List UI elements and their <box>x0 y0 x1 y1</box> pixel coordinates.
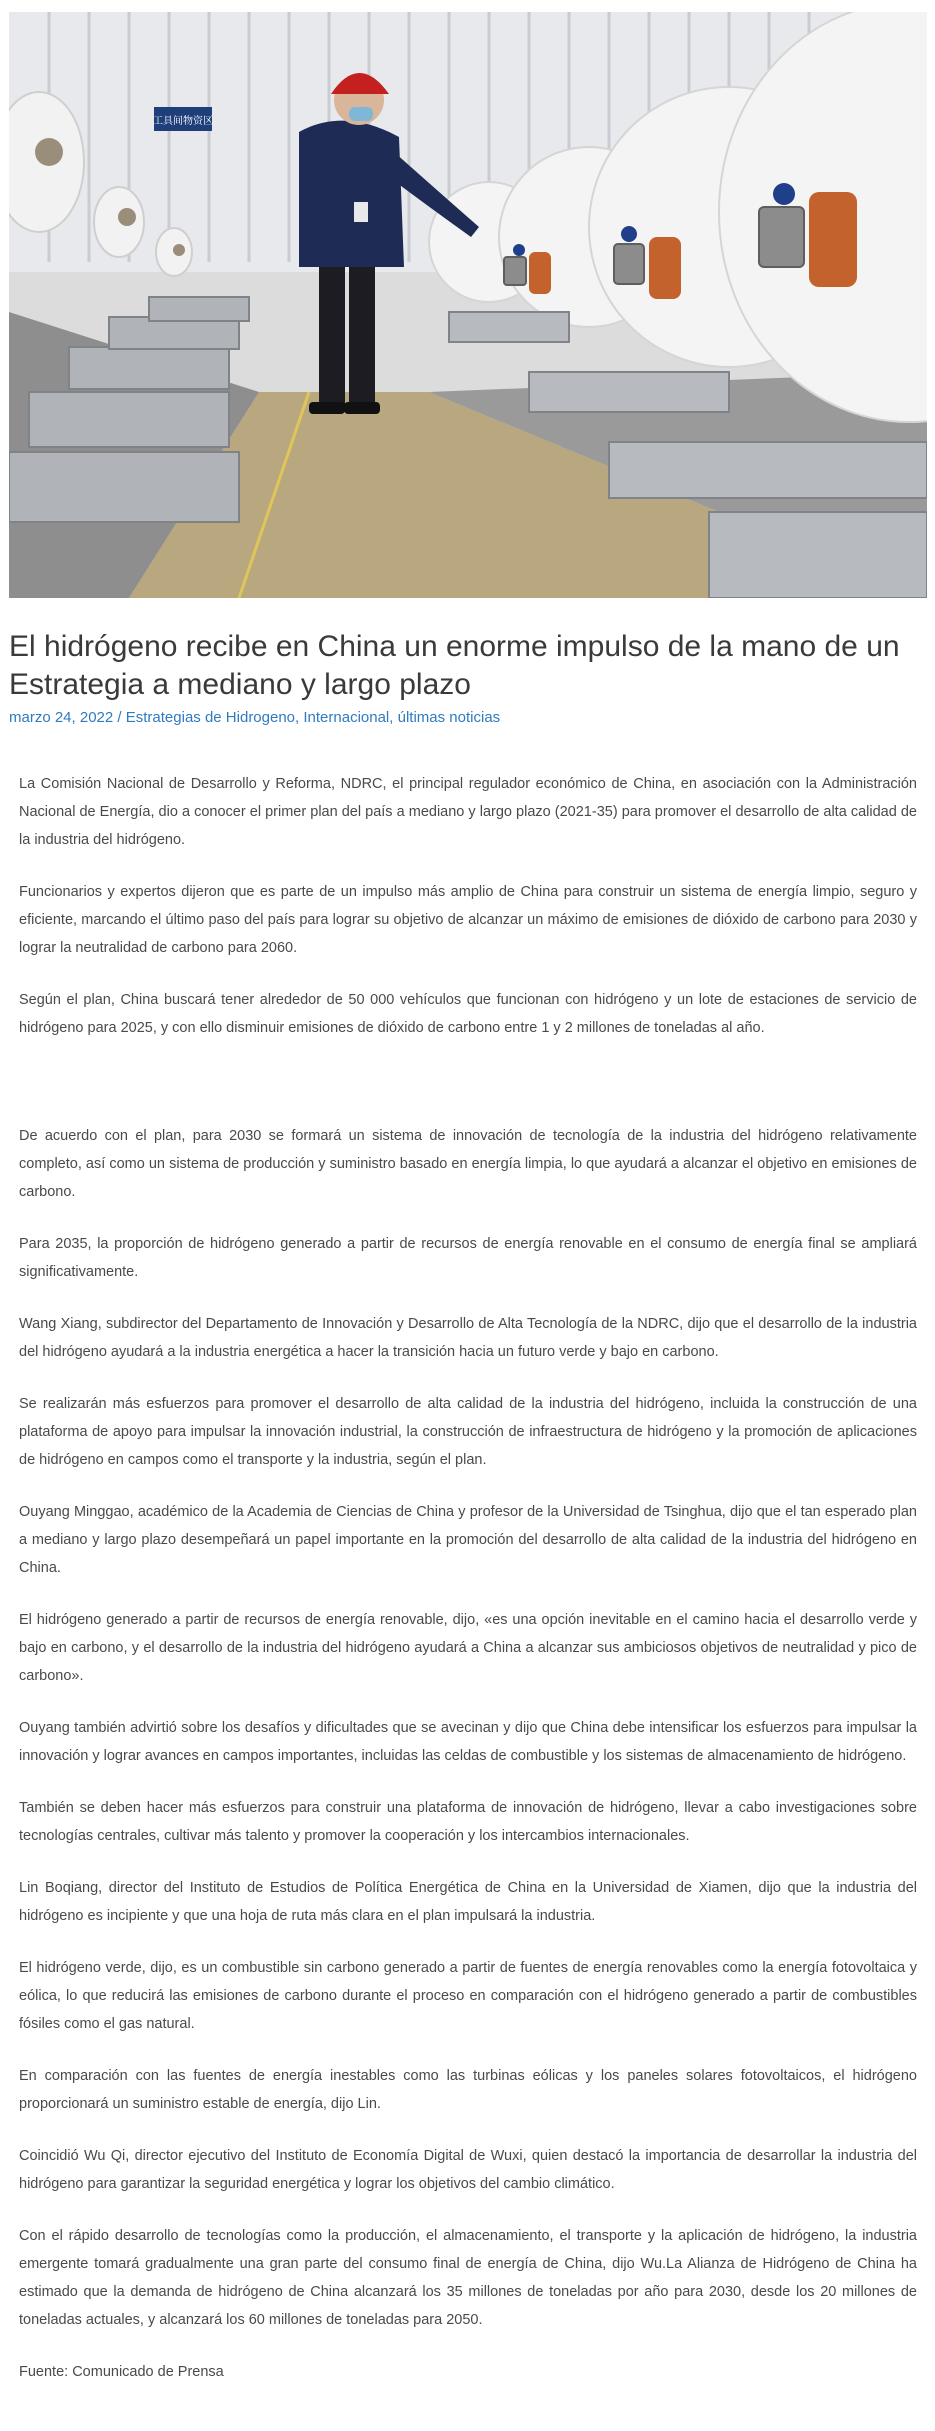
article-paragraph: Ouyang Minggao, académico de la Academia de Ciencias de China y profesor de la Universidad de Tsinghua, dijo que el tan esperado plan a mediano y largo plazo desempeñará un papel importante en la promoción del desarrollo de alta calidad de la industria del hidrógeno en China. <box>19 1504 917 1576</box>
article-paragraph: El hidrógeno generado a partir de recursos de energía renovable, dijo, «es una opción inevitable en el camino hacia el desarrollo verde y bajo en carbono, y el desarrollo de la industria del hidrógeno ayudará a China a alcanzar sus ambiciosos objetivos de neutralidad y pico de carbono». <box>19 1612 917 1684</box>
article-date-link[interactable]: marzo 24, 2022 <box>9 709 114 726</box>
article-paragraph: Ouyang también advirtió sobre los desafíos y dificultades que se avecinan y dijo que China debe intensificar los esfuerzos para impulsar la innovación y lograr avances en campos importantes, incluidas las celdas de combustible y los sistemas de almacenamiento de hidrógeno. <box>19 1720 917 1764</box>
article-paragraph: De acuerdo con el plan, para 2030 se formará un sistema de innovación de tecnología de la industria del hidrógeno relativamente completo, así como un sistema de producción y suministro basado en energía limpia, lo que ayudará a alcanzar el objetivo en emisiones de carbono. <box>19 1128 917 1200</box>
article-paragraph: En comparación con las fuentes de energía inestables como las turbinas eólicas y los paneles solares fotovoltaicos, el hidrógeno proporcionará un suministro estable de energía, dijo Lin. <box>19 2068 917 2112</box>
article-body <box>19 770 917 2386</box>
article-paragraph: Con el rápido desarrollo de tecnologías como la producción, el almacenamiento, el transporte y la aplicación de hidrógeno, la industria emergente tomará gradualmente una gran parte del consumo final de energía de China, dijo Wu.La Alianza de Hidrógeno de China ha estimado que la demanda de hidrógeno de China alcanzará los 35 millones de toneladas por año para 2030, desde los 20 millones de toneladas actuales, y alcanzará los 60 millones de toneladas para 2050. <box>19 2228 917 2328</box>
category-link-internacional[interactable]: Internacional <box>303 709 390 726</box>
hero-image <box>9 12 927 598</box>
article-paragraph: Lin Boqiang, director del Instituto de Estudios de Política Energética de China en la Universidad de Xiamen, dijo que la industria del hidrógeno es incipiente y que una hoja de ruta más clara en el plan impulsará la industria. <box>19 1880 917 1924</box>
meta-separator: / <box>113 709 126 726</box>
article-paragraph: Wang Xiang, subdirector del Departamento de Innovación y Desarrollo de Alta Tecnología de la NDRC, dijo que el desarrollo de la industria del hidrógeno ayudará a la industria energética a hacer la transición hacia un futuro verde y bajo en carbono. <box>19 1316 917 1360</box>
hydrogen-tanks-photo <box>9 12 927 598</box>
article-paragraph: La Comisión Nacional de Desarrollo y Reforma, NDRC, el principal regulador económico de China, en asociación con la Administración Nacional de Energía, dio a conocer el primer plan del país a mediano y largo plazo (2021-35) para promover el desarrollo de alta calidad de la industria del hidrógeno. <box>19 776 917 848</box>
article-paragraph: Se realizarán más esfuerzos para promover el desarrollo de alta calidad de la industria del hidrógeno, incluida la construcción de una plataforma de apoyo para impulsar la innovación industrial, la construcción de infraestructura de hidrógeno y la promoción de aplicaciones de hidrógeno en campos como el transporte y la industria, según el plan. <box>19 1396 917 1468</box>
category-link-ultimas-noticias[interactable]: últimas noticias <box>397 709 501 726</box>
article-paragraph: Coincidió Wu Qi, director ejecutivo del Instituto de Economía Digital de Wuxi, quien destacó la importancia de desarrollar la industria del hidrógeno para garantizar la seguridad energética y lograr los objetivos del cambio climático. <box>19 2148 917 2192</box>
article-source: Fuente: Comunicado de Prensa <box>19 2364 224 2380</box>
article-title: El hidrógeno recibe en China un enorme impulso de la mano de un Estrategia a mediano y largo plazo <box>9 630 900 701</box>
category-link-estrategias[interactable]: Estrategias de Hidrogeno <box>125 709 296 726</box>
article-meta <box>9 709 500 727</box>
article-paragraph: Funcionarios y expertos dijeron que es parte de un impulso más amplio de China para construir un sistema de energía limpio, seguro y eficiente, marcando el último paso del país para lograr su objetivo de alcanzar un máximo de emisiones de dióxido de carbono para 2030 y lograr la neutralidad de carbono para 2060. <box>19 884 917 956</box>
article-paragraph: El hidrógeno verde, dijo, es un combustible sin carbono generado a partir de fuentes de energía renovables como la energía fotovoltaica y eólica, lo que reducirá las emisiones de carbono durante el proceso en comparación con el hidrógeno generado a partir de combustibles fósiles como el gas natural. <box>19 1960 917 2032</box>
article-paragraph: Para 2035, la proporción de hidrógeno generado a partir de recursos de energía renovable en el consumo de energía final se ampliará significativamente. <box>19 1236 917 1280</box>
article-paragraph: Según el plan, China buscará tener alrededor de 50 000 vehículos que funcionan con hidrógeno y un lote de estaciones de servicio de hidrógeno para 2025, y con ello disminuir emisiones de dióxido de carbono entre 1 y 2 millones de toneladas al año. <box>19 992 917 1036</box>
wall-sign-text: 工具间物资区 <box>153 116 213 127</box>
category-separator: , <box>389 709 398 726</box>
category-separator: , <box>295 709 304 726</box>
article-paragraph: También se deben hacer más esfuerzos para construir una plataforma de innovación de hidrógeno, llevar a cabo investigaciones sobre tecnologías centrales, cultivar más talento y promover la cooperación y los intercambios internacionales. <box>19 1800 917 1844</box>
